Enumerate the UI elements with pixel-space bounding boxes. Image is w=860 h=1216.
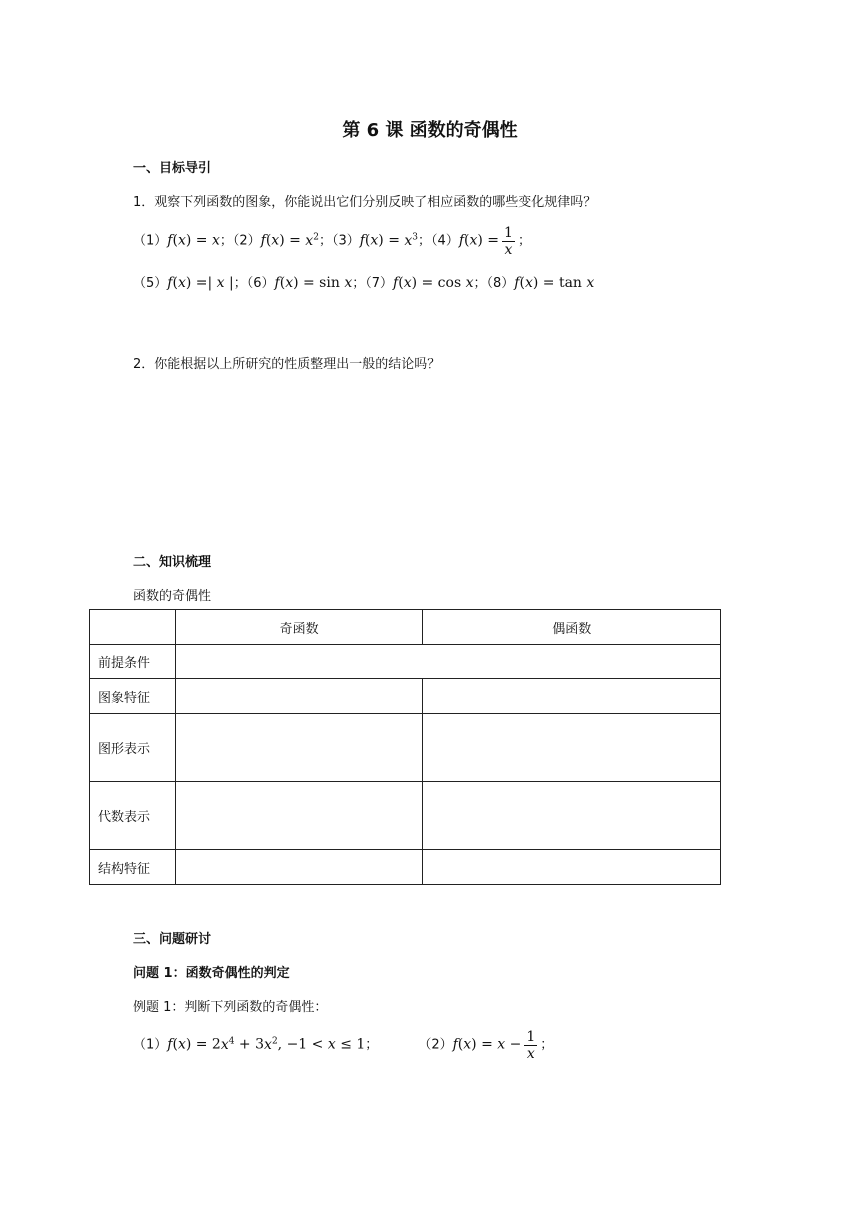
formula-4: f [458,232,465,249]
item-label-2: （2） [232,233,261,249]
sep: ； [540,1037,554,1053]
example-item-1-label: （1） [133,1037,168,1053]
fraction-1-over-x: $\frac{1}{x}$ [526,1028,536,1062]
example-1: 例题 1：判断下列函数的奇偶性： [133,1000,328,1015]
row-label: 代数表示 [90,782,176,850]
function-list-row-1: （1）f(x) = x；$(2)f(x) = x^2$；$(3)f(x) = x^3$；（4）f(x) = $\frac{1}{x}$ ； [133,224,531,258]
table-cell-empty[interactable] [423,850,721,885]
example-1-items: $(1)f(x) = 2x^4 + 3x^2$, −1 < x ≤ 1； （2）f(x) = x − $\frac{1}{x}$ ； [133,1028,554,1062]
section2-subheading: 函数的奇偶性 [133,589,212,604]
sep: ； [517,233,531,249]
table-row [90,679,721,714]
table-header-odd: 奇函数 [175,610,423,645]
table-cell-empty[interactable] [175,850,423,885]
sep: ； [418,233,432,249]
row-label: 结构特征 [90,850,176,885]
table-corner-cell [90,610,176,645]
question-2: 2．你能根据以上所研究的性质整理出一般的结论吗？ [133,357,441,372]
formula-7: f [393,275,399,291]
question-1: 1．观察下列函数的图象，你能说出它们分别反映了相应函数的哪些变化规律吗？ [133,195,597,210]
formula-2: f [260,232,266,249]
item-label-7: （7） [365,276,394,291]
example-formula-1: f [167,1036,173,1053]
table-header-row [90,610,721,645]
example-item-2-label: （2） [418,1037,453,1053]
item-label-8: （8） [486,276,515,291]
table-header-even: 偶函数 [423,610,721,645]
formula-8: f [514,275,520,291]
sep: ； [352,276,366,291]
item-label-4: （4） [431,233,459,249]
table-cell-empty[interactable] [175,782,423,850]
row-label: 图象特征 [90,679,176,714]
sep: ； [233,276,247,291]
sep: ； [365,1037,379,1053]
parity-table [89,609,721,885]
example-formula-2: f [452,1036,458,1053]
function-list-row-2: （5）f(x) =| x |；（6）f(x) = sin x；（7）f(x) = cos x；（8）f(x) = tan x [133,275,595,291]
problem-1-heading: 问题 1：函数奇偶性的判定 [133,966,290,981]
table-cell-empty[interactable] [423,679,721,714]
table-cell-empty[interactable] [175,714,423,782]
sep: ； [473,276,487,291]
item-label-1: （1） [133,233,168,249]
table-cell-empty[interactable] [423,782,721,850]
item-label-3: （3） [331,233,360,249]
formula-3: f [359,232,365,249]
fraction-1-over-x: $\frac{1}{x}$ [504,224,513,258]
table-row [90,782,721,850]
sep: ； [318,233,332,249]
row-label: 图形表示 [90,714,176,782]
item-label-6: （6） [246,276,275,291]
table-row [90,645,721,679]
formula-5: f [167,275,173,291]
row-label: 前提条件 [90,645,176,679]
table-row [90,714,721,782]
item-label-5: （5） [133,276,168,291]
page-title: 第 6 课 函数的奇偶性 [342,120,518,141]
sep: ； [219,233,233,249]
table-cell-empty[interactable] [175,679,423,714]
formula-6: f [274,275,280,291]
section1-heading: 一、目标导引 [133,161,212,176]
table-cell-empty[interactable] [423,714,721,782]
section3-heading: 三、问题研讨 [133,932,212,947]
table-row [90,850,721,885]
formula-1: f [167,232,173,249]
table-cell-empty[interactable] [175,645,720,679]
section2-heading: 二、知识梳理 [133,555,212,570]
